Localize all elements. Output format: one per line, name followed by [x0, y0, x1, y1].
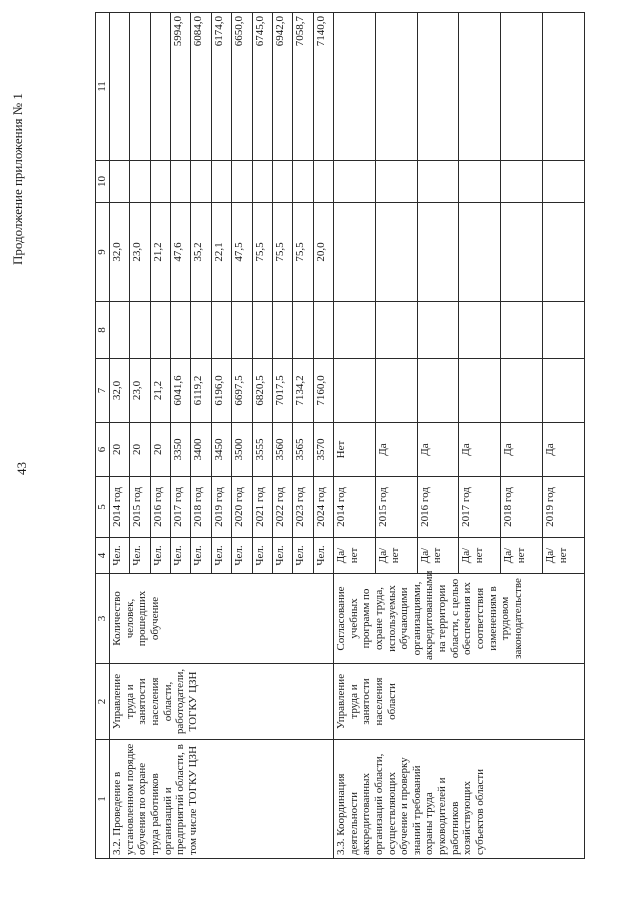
regional-funding-cell: 47,5: [232, 203, 252, 302]
regional-funding-cell: 75,5: [252, 203, 272, 302]
column-header: 4: [96, 538, 110, 574]
year-cell: 2020 год: [232, 477, 252, 538]
regional-funding-cell: 23,0: [130, 203, 150, 302]
local-funding-cell: [110, 161, 130, 203]
target-value-cell: Да: [459, 423, 501, 477]
year-cell: 2023 год: [293, 477, 313, 538]
extrabudgetary-funding-cell: [110, 13, 130, 161]
empty-cell: [333, 302, 375, 359]
table-row: [333, 13, 375, 859]
target-value-cell: 3560: [272, 423, 292, 477]
federal-funding-cell: [313, 302, 333, 359]
target-value-cell: 20: [150, 423, 170, 477]
federal-funding-cell: [272, 302, 292, 359]
regional-funding-cell: 35,2: [191, 203, 211, 302]
empty-cell: [333, 13, 375, 161]
extrabudgetary-funding-cell: 5994,0: [171, 13, 191, 161]
total-funding-cell: 6820,5: [252, 359, 272, 423]
year-cell: 2018 год: [501, 477, 543, 538]
unit-cell: Чел.: [293, 538, 313, 574]
federal-funding-cell: [130, 302, 150, 359]
empty-cell: [417, 13, 459, 161]
total-funding-cell: 6697,5: [232, 359, 252, 423]
unit-cell: Чел.: [191, 538, 211, 574]
empty-cell: [542, 161, 584, 203]
column-header: 10: [96, 161, 110, 203]
empty-cell: [333, 161, 375, 203]
empty-cell: [333, 359, 375, 423]
target-value-cell: 3400: [191, 423, 211, 477]
regional-funding-cell: 21,2: [150, 203, 170, 302]
empty-cell: [375, 203, 417, 302]
unit-cell: Чел.: [150, 538, 170, 574]
empty-cell: [417, 302, 459, 359]
local-funding-cell: [150, 161, 170, 203]
federal-funding-cell: [171, 302, 191, 359]
local-funding-cell: [272, 161, 292, 203]
regional-funding-cell: 32,0: [110, 203, 130, 302]
year-cell: 2014 год: [333, 477, 375, 538]
federal-funding-cell: [232, 302, 252, 359]
extrabudgetary-funding-cell: 7140,0: [313, 13, 333, 161]
local-funding-cell: [293, 161, 313, 203]
target-value-cell: 3450: [211, 423, 231, 477]
indicator-cell: Количество человек, прошедших обучение: [110, 574, 334, 664]
empty-cell: [542, 302, 584, 359]
federal-funding-cell: [293, 302, 313, 359]
column-header: 1: [96, 740, 110, 859]
empty-cell: [501, 359, 543, 423]
unit-cell: Да/ нет: [459, 538, 501, 574]
year-cell: 2022 год: [272, 477, 292, 538]
total-funding-cell: 7160,0: [313, 359, 333, 423]
total-funding-cell: 21,2: [150, 359, 170, 423]
empty-cell: [417, 161, 459, 203]
empty-cell: [333, 203, 375, 302]
extrabudgetary-funding-cell: 6745,0: [252, 13, 272, 161]
extrabudgetary-funding-cell: 7058,7: [293, 13, 313, 161]
measure-name-cell: 3.2. Проведение в установленном порядке обучения по охране труда работников организаций и предприятий области, в том числе ТОГКУ ЦЗН: [110, 740, 334, 859]
column-header: 5: [96, 477, 110, 538]
target-value-cell: Да: [417, 423, 459, 477]
unit-cell: Чел.: [171, 538, 191, 574]
federal-funding-cell: [110, 302, 130, 359]
continuation-caption: Продолжение приложения № 1: [10, 93, 25, 265]
target-value-cell: Да: [501, 423, 543, 477]
extrabudgetary-funding-cell: 6174,0: [211, 13, 231, 161]
empty-cell: [417, 203, 459, 302]
page-number: 43: [14, 462, 29, 475]
federal-funding-cell: [191, 302, 211, 359]
target-value-cell: 3350: [171, 423, 191, 477]
unit-cell: Чел.: [211, 538, 231, 574]
year-cell: 2018 год: [191, 477, 211, 538]
total-funding-cell: 6041,6: [171, 359, 191, 423]
empty-cell: [459, 203, 501, 302]
unit-cell: Да/ нет: [542, 538, 584, 574]
unit-cell: Чел.: [252, 538, 272, 574]
unit-cell: Да/ нет: [375, 538, 417, 574]
empty-cell: [417, 359, 459, 423]
measure-name-cell: 3.3. Координация деятельности аккредитованных организаций области, осуществляющих обучение и проверку знаний требований охраны труда руководителей и работников хозяйствующих субъектов области: [333, 740, 584, 859]
empty-cell: [501, 302, 543, 359]
empty-cell: [501, 203, 543, 302]
regional-funding-cell: 75,5: [293, 203, 313, 302]
total-funding-cell: 23,0: [130, 359, 150, 423]
federal-funding-cell: [211, 302, 231, 359]
empty-cell: [459, 161, 501, 203]
empty-cell: [542, 359, 584, 423]
extrabudgetary-funding-cell: 6942,0: [272, 13, 292, 161]
executor-cell: Управление труда и занятости населения области, работодатели, ТОГКУ ЦЗН: [110, 664, 334, 740]
local-funding-cell: [191, 161, 211, 203]
local-funding-cell: [232, 161, 252, 203]
year-cell: 2019 год: [542, 477, 584, 538]
table-row: [110, 13, 130, 859]
local-funding-cell: [252, 161, 272, 203]
unit-cell: Чел.: [272, 538, 292, 574]
empty-cell: [375, 161, 417, 203]
empty-cell: [375, 13, 417, 161]
local-funding-cell: [130, 161, 150, 203]
empty-cell: [459, 359, 501, 423]
target-value-cell: 3500: [232, 423, 252, 477]
regional-funding-cell: 47,6: [171, 203, 191, 302]
column-header: 6: [96, 423, 110, 477]
target-value-cell: Да: [375, 423, 417, 477]
year-cell: 2019 год: [211, 477, 231, 538]
total-funding-cell: 32,0: [110, 359, 130, 423]
year-cell: 2016 год: [417, 477, 459, 538]
target-value-cell: Да: [542, 423, 584, 477]
target-value-cell: 3570: [313, 423, 333, 477]
executor-cell: Управление труда и занятости населения области: [333, 664, 584, 740]
unit-cell: Да/ нет: [501, 538, 543, 574]
local-funding-cell: [211, 161, 231, 203]
year-cell: 2016 год: [150, 477, 170, 538]
year-cell: 2015 год: [130, 477, 150, 538]
regional-funding-cell: 22,1: [211, 203, 231, 302]
local-funding-cell: [171, 161, 191, 203]
target-value-cell: 20: [130, 423, 150, 477]
year-cell: 2021 год: [252, 477, 272, 538]
column-number-row: [96, 13, 110, 859]
extrabudgetary-funding-cell: [130, 13, 150, 161]
total-funding-cell: 7017,5: [272, 359, 292, 423]
column-header: 2: [96, 664, 110, 740]
local-funding-cell: [313, 161, 333, 203]
total-funding-cell: 7134,2: [293, 359, 313, 423]
empty-cell: [459, 302, 501, 359]
year-cell: 2015 год: [375, 477, 417, 538]
column-header: 3: [96, 574, 110, 664]
target-value-cell: 3565: [293, 423, 313, 477]
federal-funding-cell: [252, 302, 272, 359]
column-header: 7: [96, 359, 110, 423]
unit-cell: Да/ нет: [333, 538, 375, 574]
extrabudgetary-funding-cell: 6650,0: [232, 13, 252, 161]
unit-cell: Чел.: [130, 538, 150, 574]
empty-cell: [459, 13, 501, 161]
year-cell: 2017 год: [459, 477, 501, 538]
total-funding-cell: 6119,2: [191, 359, 211, 423]
year-cell: 2017 год: [171, 477, 191, 538]
unit-cell: Чел.: [313, 538, 333, 574]
empty-cell: [542, 203, 584, 302]
unit-cell: Чел.: [232, 538, 252, 574]
total-funding-cell: 6196,0: [211, 359, 231, 423]
target-value-cell: 3555: [252, 423, 272, 477]
indicator-cell: Согласование учебных программ по охране труда, используемых обучающими организациями, аккредитованными на территории области, с целью обеспечения их соответствия изменениям в трудовом законодательстве: [333, 574, 584, 664]
target-value-cell: Нет: [333, 423, 375, 477]
unit-cell: Чел.: [110, 538, 130, 574]
year-cell: 2024 год: [313, 477, 333, 538]
empty-cell: [375, 302, 417, 359]
year-cell: 2014 год: [110, 477, 130, 538]
target-value-cell: 20: [110, 423, 130, 477]
column-header: 8: [96, 302, 110, 359]
unit-cell: Да/ нет: [417, 538, 459, 574]
federal-funding-cell: [150, 302, 170, 359]
column-header: 9: [96, 203, 110, 302]
regional-funding-cell: 75,5: [272, 203, 292, 302]
column-header: 11: [96, 13, 110, 161]
extrabudgetary-funding-cell: 6084,0: [191, 13, 211, 161]
empty-cell: [542, 13, 584, 161]
regional-funding-cell: 20,0: [313, 203, 333, 302]
empty-cell: [501, 13, 543, 161]
empty-cell: [501, 161, 543, 203]
extrabudgetary-funding-cell: [150, 13, 170, 161]
empty-cell: [375, 359, 417, 423]
program-table: [95, 12, 585, 859]
